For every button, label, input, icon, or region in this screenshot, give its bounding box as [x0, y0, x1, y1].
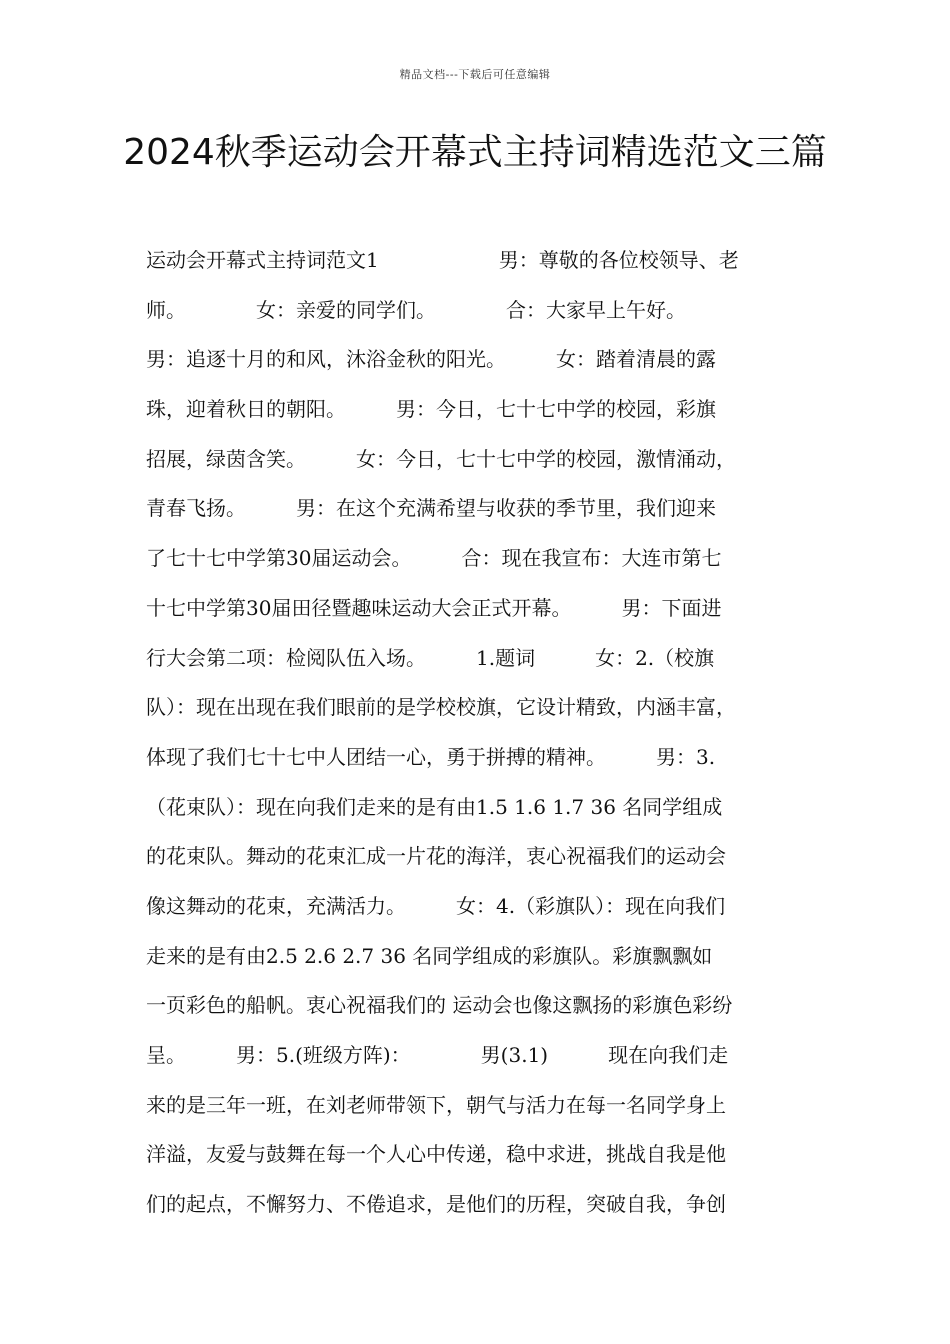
body-line: 行大会第二项：检阅队伍入场。 1.题词 女：2.（校旗: [146, 645, 715, 670]
document-body: [146, 236, 826, 1230]
body-line: 男：追逐十月的和风，沐浴金秋的阳光。 女：踏着清晨的露: [146, 347, 716, 372]
body-line: 的花束队。舞动的花束汇成一片花的海洋，衷心祝福我们的运动会: [146, 844, 726, 869]
body-line: 们的起点，不懈努力、不倦追求，是他们的历程，突破自我，争创: [146, 1192, 726, 1217]
body-line: 洋溢，友爱与鼓舞在每一个人心中传递，稳中求进，挑战自我是他: [146, 1142, 726, 1167]
document-title: 2024秋季运动会开幕式主持词精选范文三篇: [123, 132, 827, 173]
body-line: 了七十七中学第30届运动会。 合：现在我宣布：大连市第七: [146, 546, 722, 571]
body-line: 十七中学第30届田径暨趣味运动大会正式开幕。 男：下面进: [146, 595, 722, 620]
body-line: 一页彩色的船帆。衷心祝福我们的 运动会也像这飘扬的彩旗色彩纷: [146, 993, 733, 1018]
body-line: （花束队）：现在向我们走来的是有由1.5 1.6 1.7 36 名同学组成: [146, 794, 723, 819]
body-line: 体现了我们七十七中人团结一心，勇于拼搏的精神。 男：3.: [146, 744, 716, 769]
body-line: 运动会开幕式主持词范文1 男：尊敬的各位校领导、老: [146, 248, 739, 272]
body-line: 招展，绿茵含笑。 女：今日，七十七中学的校园，激情涌动，: [146, 446, 736, 471]
body-line: 来的是三年一班，在刘老师带领下，朝气与活力在每一名同学身上: [146, 1092, 726, 1117]
body-line: 呈。 男：5.(班级方阵)： 男(3.1) 现在向我们走: [146, 1043, 729, 1067]
body-line: 像这舞动的花束，充满活力。 女：4.（彩旗队）：现在向我们: [146, 893, 726, 918]
body-line: 青春飞扬。 男：在这个充满希望与收获的季节里，我们迎来: [146, 496, 716, 521]
body-line: 珠，迎着秋日的朝阳。 男：今日，七十七中学的校园，彩旗: [146, 397, 716, 422]
body-line: 队）：现在出现在我们眼前的是学校校旗，它设计精致，内涵丰富，: [146, 695, 736, 720]
body-line: 师。 女：亲爱的同学们。 合：大家早上午好。: [146, 297, 686, 322]
body-line: 走来的是有由2.5 2.6 2.7 36 名同学组成的彩旗队。彩旗飘飘如: [146, 943, 713, 968]
header-note: 精品文档---下载后可任意编辑: [399, 68, 551, 81]
